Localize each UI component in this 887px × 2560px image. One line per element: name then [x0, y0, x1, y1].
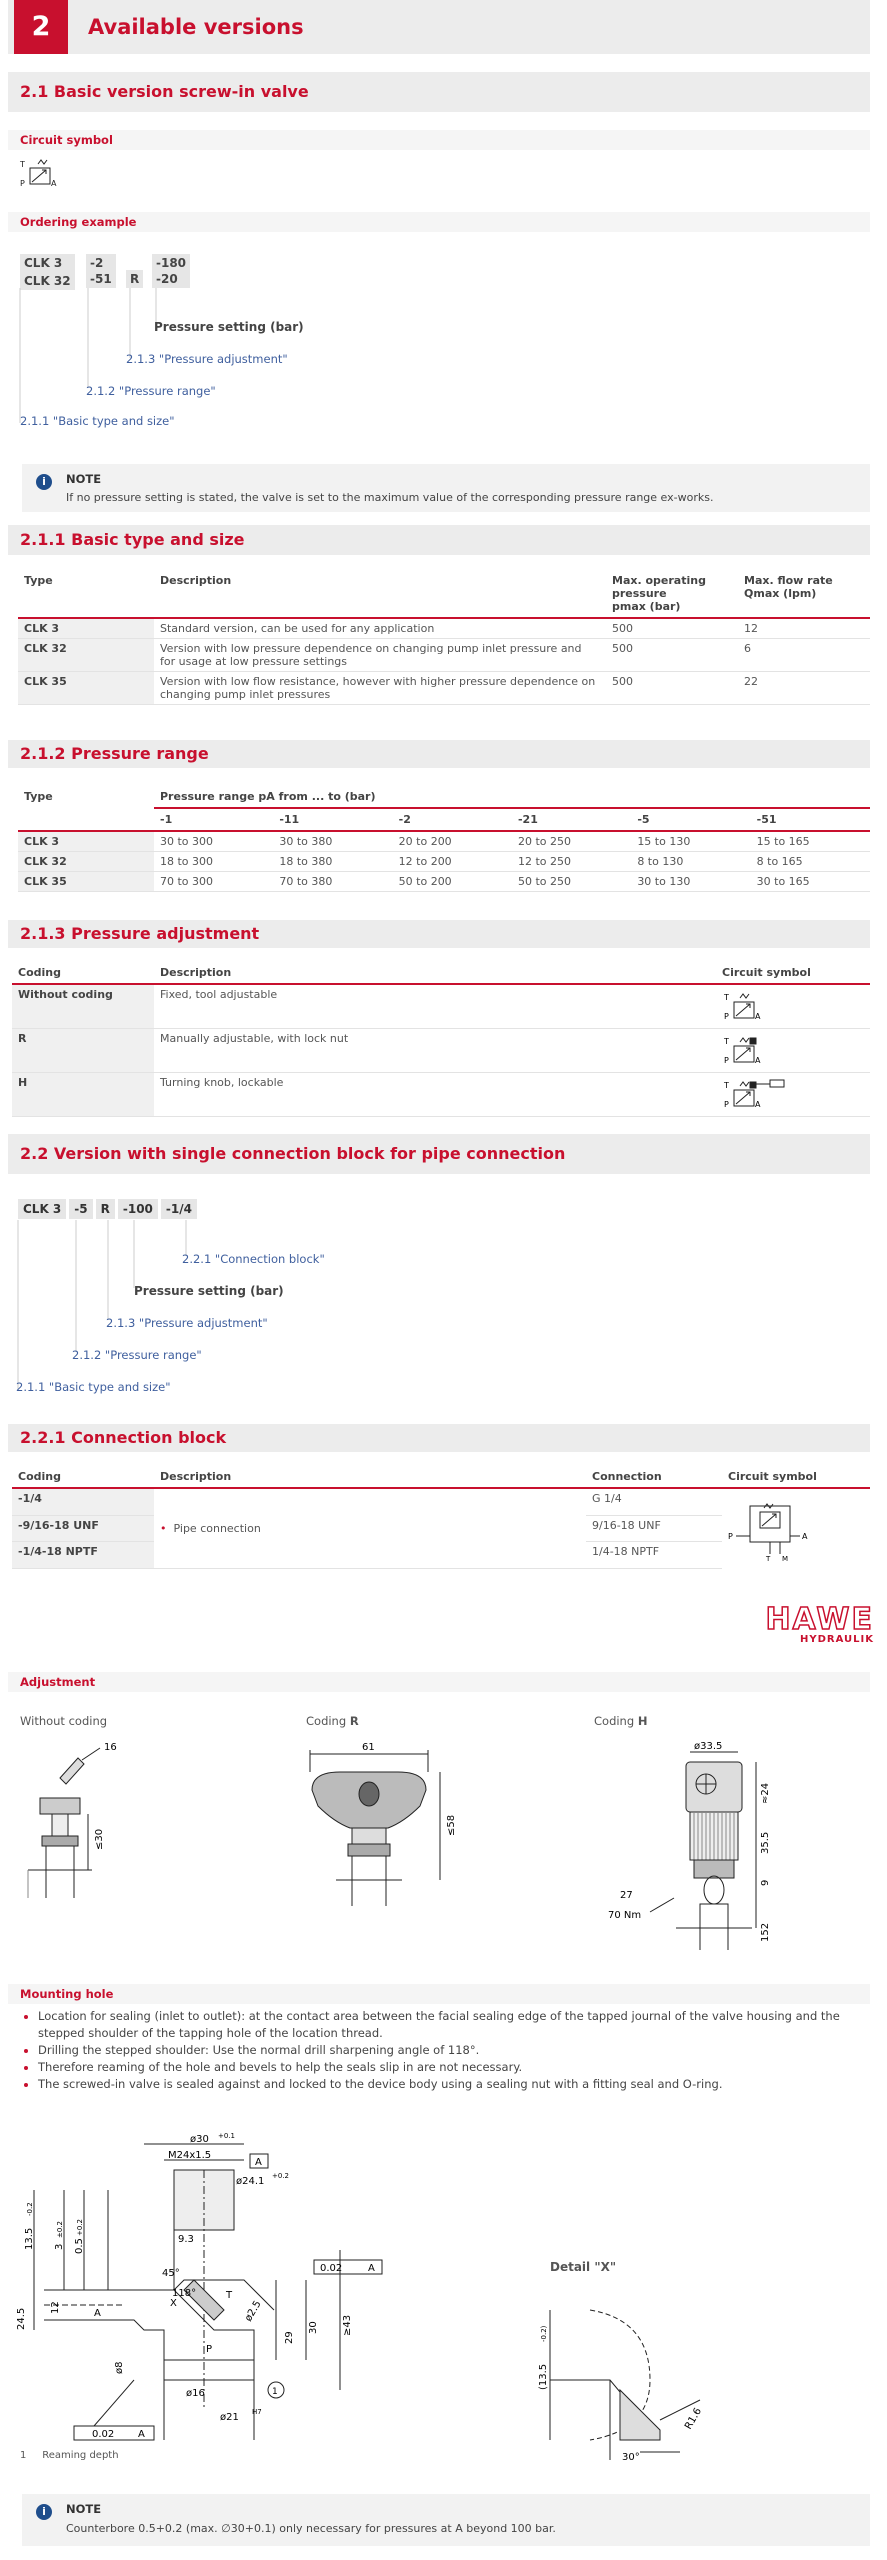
svg-text:T: T	[226, 2290, 233, 2301]
pressure-setting-label: Pressure setting (bar)	[154, 320, 304, 334]
svg-text:ø2.5: ø2.5	[243, 2298, 264, 2324]
table-row: -1/4-18 NPTF 1/4-18 NPTF	[12, 1542, 870, 1568]
table-row: -1/4 • Pipe connection G 1/4 P A T M	[12, 1488, 870, 1515]
svg-text:61: 61	[362, 1742, 375, 1753]
info-icon: i	[36, 2504, 52, 2520]
adj-label-h: Coding H	[594, 1714, 648, 1728]
svg-text:13.5: 13.5	[24, 2227, 35, 2250]
th-desc: Description	[160, 574, 232, 587]
table-row: CLK 35 70 to 300 70 to 380 50 to 200 50 to 250 30 to 130 30 to 165	[18, 872, 870, 892]
note-box-2	[22, 2494, 870, 2546]
svg-text:≤30: ≤30	[94, 1828, 105, 1850]
ref-2-1-2-link-2[interactable]: 2.1.2 "Pressure range"	[72, 1348, 202, 1362]
drawing-coding-r	[300, 1742, 470, 1912]
svg-text:R1.6: R1.6	[683, 2406, 705, 2432]
table-row: R Manually adjustable, with lock nut T P A	[12, 1029, 870, 1073]
svg-text:24.5: 24.5	[16, 2307, 27, 2330]
code-180: -180	[156, 256, 187, 270]
adj-label-without: Without coding	[20, 1714, 108, 1728]
circuit-symbol-label: Circuit symbol	[8, 130, 870, 150]
th-press: Max. operating pressure pmax (bar)	[612, 574, 706, 613]
svg-text:16: 16	[104, 1742, 117, 1753]
table-row: CLK 3 30 to 300 30 to 380 20 to 200 20 to 250 15 to 130 15 to 165	[18, 831, 870, 852]
section-2-1-1-title: 2.1.1 Basic type and size	[8, 525, 870, 555]
svg-text:1: 1	[272, 2387, 278, 2397]
section-2-2-1-title: 2.2.1 Connection block	[8, 1424, 870, 1452]
detail-x-label: Detail "X"	[550, 2260, 617, 2274]
svg-text:+0.2: +0.2	[272, 2172, 289, 2180]
svg-text:70 Nm: 70 Nm	[608, 1910, 642, 1921]
svg-text:T: T	[20, 160, 25, 169]
chapter-header	[8, 0, 870, 54]
svg-text:ø8: ø8	[114, 2361, 125, 2374]
code-range-2: -2	[90, 256, 104, 270]
footnote: 1 Reaming depth	[20, 2450, 119, 2461]
svg-text:A: A	[755, 1100, 761, 1109]
order-code-col2	[86, 254, 116, 288]
svg-text:118°: 118°	[172, 2288, 197, 2299]
drawing-without-coding	[20, 1738, 140, 1908]
note-box-1	[22, 464, 870, 512]
svg-text:9.3: 9.3	[178, 2234, 194, 2245]
section-2-2-title: 2.2 Version with single connection block for pipe connection	[8, 1134, 870, 1174]
code-clk32: CLK 32	[20, 272, 75, 290]
svg-text:-0.2: -0.2	[26, 2202, 34, 2216]
svg-text:3: 3	[54, 2243, 65, 2250]
type-size-table	[18, 570, 870, 705]
order-tree-lines-2	[16, 1220, 216, 1395]
note-text: If no pressure setting is stated, the valve is set to the maximum value of the corresponding pressure range ex-works.	[66, 491, 714, 504]
ref-2-1-3-link[interactable]: 2.1.3 "Pressure adjustment"	[126, 352, 288, 366]
mounting-hole-title: Mounting hole	[8, 1984, 870, 2004]
svg-text:A: A	[255, 2157, 262, 2168]
note-title-2: NOTE	[66, 2502, 102, 2516]
table-row: CLK 35 Version with low flow resistance, however with higher pressure dependence on changing pump inlet pressures 500 22	[18, 672, 870, 705]
section-2-1-title: 2.1 Basic version screw-in valve	[8, 72, 870, 112]
svg-text:P: P	[724, 1012, 729, 1021]
adjustment-title: Adjustment	[8, 1672, 870, 1692]
svg-text:T: T	[724, 1037, 729, 1046]
valve-symbol-basic-icon	[18, 156, 68, 192]
list-item: • Therefore reaming of the hole and bevels to help the seals slip in are not necessary.	[38, 2059, 870, 2076]
list-item: • The screwed-in valve is sealed against and locked to the device body using a sealing nut with a fitting seal and O-ring.	[38, 2076, 870, 2093]
svg-text:≥43: ≥43	[342, 2314, 353, 2336]
info-icon: i	[36, 474, 52, 490]
code-range-51: -51	[90, 272, 112, 286]
ref-2-2-1-link[interactable]: 2.2.1 "Connection block"	[182, 1252, 325, 1266]
svg-text:30°: 30°	[622, 2452, 640, 2463]
svg-text:ø21: ø21	[220, 2412, 239, 2423]
list-item: • Location for sealing (inlet to outlet): at the contact area between the facial sealing edge of the tapped journal of the valve housing and the stepped shoulder of the tapping hole of the location thread.	[38, 2008, 870, 2042]
svg-text:152: 152	[760, 1922, 771, 1942]
code-20: -20	[156, 272, 178, 286]
svg-text:≤58: ≤58	[446, 1814, 457, 1836]
code-r: R	[126, 270, 143, 288]
svg-text:9: 9	[760, 1879, 771, 1886]
svg-text:M24x1.5: M24x1.5	[168, 2150, 212, 2161]
order-code-col1	[20, 254, 75, 290]
connection-block-symbol-icon	[728, 1492, 818, 1562]
svg-text:+0.2: +0.2	[76, 2219, 84, 2236]
hawe-logo: HAWE HYDRAULIK	[765, 1602, 874, 1645]
th-range-span: Pressure range pA from ... to (bar)	[154, 786, 870, 808]
svg-text:P: P	[20, 179, 25, 188]
svg-text:0.02: 0.02	[92, 2429, 115, 2440]
svg-text:35.5: 35.5	[760, 1831, 771, 1854]
svg-text:ø33.5: ø33.5	[694, 1741, 723, 1752]
adj-label-r: Coding R	[306, 1714, 359, 1728]
svg-text:27: 27	[620, 1890, 633, 1901]
table-row: H Turning knob, lockable T P A	[12, 1073, 870, 1117]
table-row: CLK 3 Standard version, can be used for any application 500 12	[18, 618, 870, 639]
svg-text:(13.5: (13.5	[538, 2363, 549, 2390]
svg-text:T: T	[766, 1555, 771, 1562]
list-item: • Drilling the stepped shoulder: Use the normal drill sharpening angle of 118°.	[38, 2042, 870, 2059]
connection-block-table: Coding Description Connection Circuit symbol -1/4 • Pipe connection G 1/4 P A T M -9/16-18 UNF 9/16-18 UNF -1/4-18 NPTF 1/4-18 NPTF	[12, 1466, 870, 1569]
section-2-1-3-title: 2.1.3 Pressure adjustment	[8, 920, 870, 948]
drawing-coding-h	[590, 1740, 790, 1960]
svg-text:29: 29	[284, 2331, 295, 2344]
svg-text:T: T	[724, 1081, 729, 1090]
svg-text:ø24.1: ø24.1	[236, 2176, 265, 2187]
valve-symbol-locknut-icon	[722, 1032, 772, 1066]
pipe-connection-desc: Pipe connection	[173, 1521, 261, 1535]
svg-text:A: A	[51, 179, 57, 188]
mounting-bullets	[20, 2008, 870, 2093]
svg-text:H7: H7	[252, 2408, 262, 2416]
ref-2-1-3-link-2[interactable]: 2.1.3 "Pressure adjustment"	[106, 1316, 268, 1330]
svg-text:≈24: ≈24	[760, 1782, 771, 1804]
section-2-1-2-title: 2.1.2 Pressure range	[8, 740, 870, 768]
ref-2-1-2-link[interactable]: 2.1.2 "Pressure range"	[86, 384, 216, 398]
svg-text:M: M	[782, 1555, 789, 1562]
chapter-title: Available versions	[88, 15, 304, 39]
ref-2-1-1-link-2[interactable]: 2.1.1 "Basic type and size"	[16, 1380, 171, 1394]
note-text-2: Counterbore 0.5+0.2 (max. ∅30+0.1) only necessary for pressures at A beyond 100 bar.	[66, 2522, 556, 2535]
svg-text:±0.2: ±0.2	[56, 2221, 64, 2238]
ref-2-1-1-link[interactable]: 2.1.1 "Basic type and size"	[20, 414, 175, 428]
order-code-2-2: CLK 3 -5 R -100 -1/4	[18, 1198, 200, 1219]
svg-text:45°: 45°	[162, 2268, 180, 2279]
pressure-setting-label-2: Pressure setting (bar)	[134, 1284, 284, 1298]
svg-text:P: P	[724, 1056, 729, 1065]
svg-text:P: P	[728, 1532, 733, 1541]
svg-text:A: A	[755, 1012, 761, 1021]
chapter-number: 2	[14, 0, 68, 54]
th-flow: Max. flow rate Qmax (lpm)	[744, 574, 833, 600]
svg-text:ø30: ø30	[190, 2134, 209, 2145]
svg-text:T: T	[724, 993, 729, 1002]
valve-symbol-fixed-icon	[722, 988, 772, 1022]
svg-text:X: X	[170, 2298, 177, 2309]
table-row: Without coding Fixed, tool adjustable T P A	[12, 984, 870, 1029]
order-code-col4	[152, 254, 190, 288]
table-row: CLK 32 Version with low pressure dependence on changing pump inlet pressure and for usage at low pressure settings 500 6	[18, 639, 870, 672]
th-type: Type	[24, 790, 53, 803]
th-type: Type	[24, 574, 53, 587]
svg-text:30: 30	[308, 2321, 319, 2334]
svg-text:-0.2): -0.2)	[540, 2325, 548, 2342]
svg-text:A: A	[94, 2308, 101, 2319]
pressure-range-table: Type Pressure range pA from ... to (bar) -1 -11 -2 -21 -5 -51 CLK 3 30 to 300 30 to 380 20 to 200 20 to 250 15 to 130 15 to 165 CLK 32 18 to 300 18 to 380 12 to 200 12 to 250 8 to 130 8 to 165 CLK 35 70 to 300 70 to 380 50 to 200 50 to 250 30 to 130 30 to 165	[18, 786, 870, 892]
svg-text:P: P	[724, 1100, 729, 1109]
table-row: CLK 32 18 to 300 18 to 380 12 to 200 12 to 250 8 to 130 8 to 165	[18, 852, 870, 872]
svg-text:P: P	[206, 2344, 213, 2355]
pressure-adjustment-table: Coding Description Circuit symbol Without coding Fixed, tool adjustable T P A R Manually adjustable, with lock nut T P A H Turning knob, lockable T P A	[12, 962, 870, 1117]
svg-text:A: A	[138, 2429, 145, 2440]
ordering-example-label: Ordering example	[8, 212, 870, 232]
note-title: NOTE	[66, 472, 102, 486]
svg-text:A: A	[755, 1056, 761, 1065]
code-clk3: CLK 3	[20, 254, 75, 272]
svg-text:0.5: 0.5	[74, 2238, 85, 2254]
table-row: -9/16-18 UNF 9/16-18 UNF	[12, 1515, 870, 1541]
svg-text:0.02: 0.02	[320, 2263, 343, 2274]
detail-x-drawing	[530, 2280, 730, 2470]
svg-text:12: 12	[50, 2301, 61, 2314]
svg-text:A: A	[802, 1532, 808, 1541]
svg-text:+0.1: +0.1	[218, 2132, 235, 2140]
mounting-hole-drawing	[14, 2130, 414, 2450]
valve-symbol-knob-icon	[722, 1076, 792, 1110]
svg-text:A: A	[368, 2263, 375, 2274]
svg-text:ø16: ø16	[186, 2388, 205, 2399]
